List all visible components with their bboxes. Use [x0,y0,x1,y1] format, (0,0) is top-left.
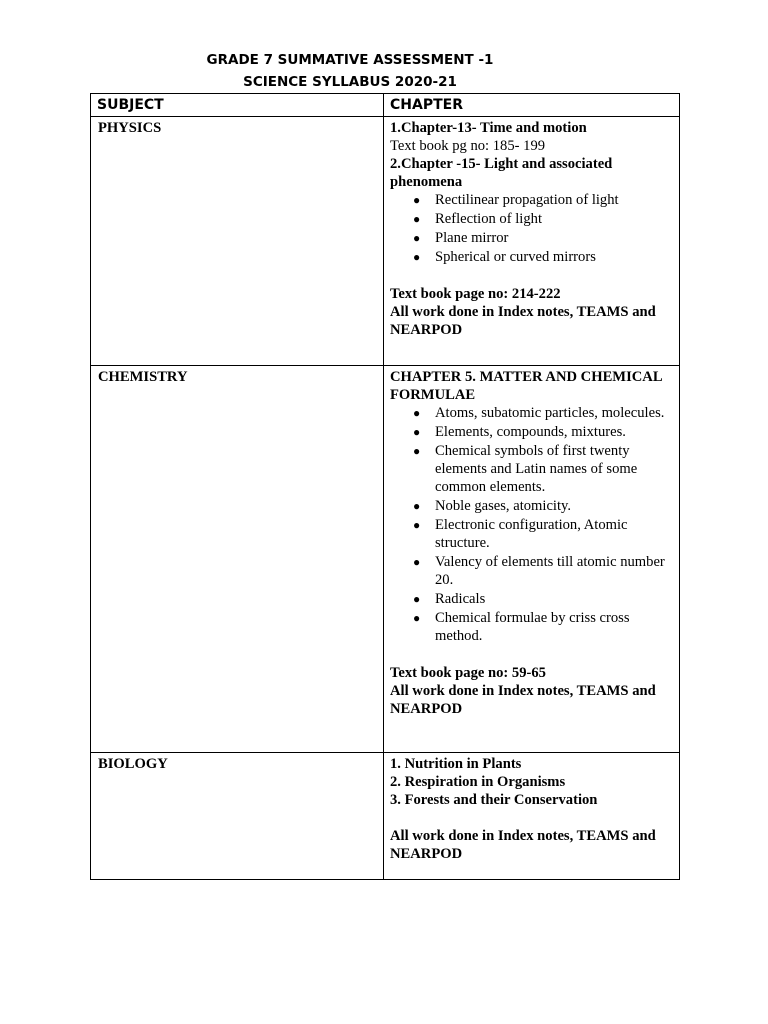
list-item: ● Plane mirror [413,230,509,246]
list-item: ● Electronic configuration, Atomic structure. [413,517,628,551]
physics-chapter-1-title: 1.Chapter-13- Time and motion [390,120,587,136]
chemistry-chapter-title: CHAPTER 5. MATTER AND CHEMICAL FORMULAE [390,369,662,403]
list-item: ● Reflection of light [413,211,542,227]
chemistry-work-note: All work done in Index notes, TEAMS and NEARPOD [390,683,656,717]
bullet-dot-icon: ● [413,193,421,207]
physics-topic-list [390,191,671,266]
chemistry-textbook-pages: Text book page no: 59-65 [390,665,546,681]
list-item: ● Elements, compounds, mixtures. [413,424,626,440]
physics-chapter-2-title: 2.Chapter -15- Light and associated phenomena [390,156,613,190]
list-item: ● Chemical symbols of first twenty elements and Latin names of some common elements. [413,443,638,495]
physics-work-note: All work done in Index notes, TEAMS and NEARPOD [390,304,656,338]
chapter-cell-physics [384,117,680,366]
table-row-chemistry [91,366,680,753]
biology-chapter-2: 2. Respiration in Organisms [390,774,566,790]
list-item: ● Valency of elements till atomic number 20. [413,554,665,588]
list-item: ● Rectilinear propagation of light [413,192,619,208]
table-row-biology [91,753,680,880]
biology-chapter-1: 1. Nutrition in Plants [390,756,522,772]
list-item: ● Chemical formulae by criss cross method. [413,610,630,644]
bullet-dot-icon: ● [413,518,421,532]
subject-cell-chemistry: CHEMISTRY [91,366,384,753]
syllabus-table [90,93,680,880]
bullet-dot-icon: ● [413,425,421,439]
list-item: ● Noble gases, atomicity. [413,498,572,514]
bullet-dot-icon: ● [413,250,421,264]
document-subtitle: SCIENCE SYLLABUS 2020-21 [243,74,457,90]
bullet-dot-icon: ● [413,231,421,245]
subject-cell-physics: PHYSICS [91,117,384,366]
chemistry-topic-list [390,404,671,645]
list-item: ● Spherical or curved mirrors [413,249,596,265]
physics-textbook-pages: Text book page no: 214-222 [390,286,561,302]
biology-chapter-3: 3. Forests and their Conservation [390,792,598,808]
chapter-cell-chemistry [384,366,680,753]
table-header-row [91,94,680,117]
biology-work-note: All work done in Index notes, TEAMS and NEARPOD [390,828,656,862]
list-item: ● Radicals [413,591,486,607]
bullet-dot-icon: ● [413,444,421,458]
bullet-dot-icon: ● [413,212,421,226]
bullet-dot-icon: ● [413,406,421,420]
list-item: ● Atoms, subatomic particles, molecules. [413,405,665,421]
chapter-cell-biology [384,753,680,880]
bullet-dot-icon: ● [413,592,421,606]
physics-chapter-1-pages: Text book pg no: 185- 199 [390,138,546,154]
column-header-chapter: CHAPTER [384,94,680,117]
table-row-physics [91,117,680,366]
bullet-dot-icon: ● [413,611,421,625]
bullet-dot-icon: ● [413,555,421,569]
document-title: GRADE 7 SUMMATIVE ASSESSMENT -1 [206,52,494,68]
subject-cell-biology: BIOLOGY [91,753,384,880]
bullet-dot-icon: ● [413,499,421,513]
column-header-subject: SUBJECT [91,94,384,117]
